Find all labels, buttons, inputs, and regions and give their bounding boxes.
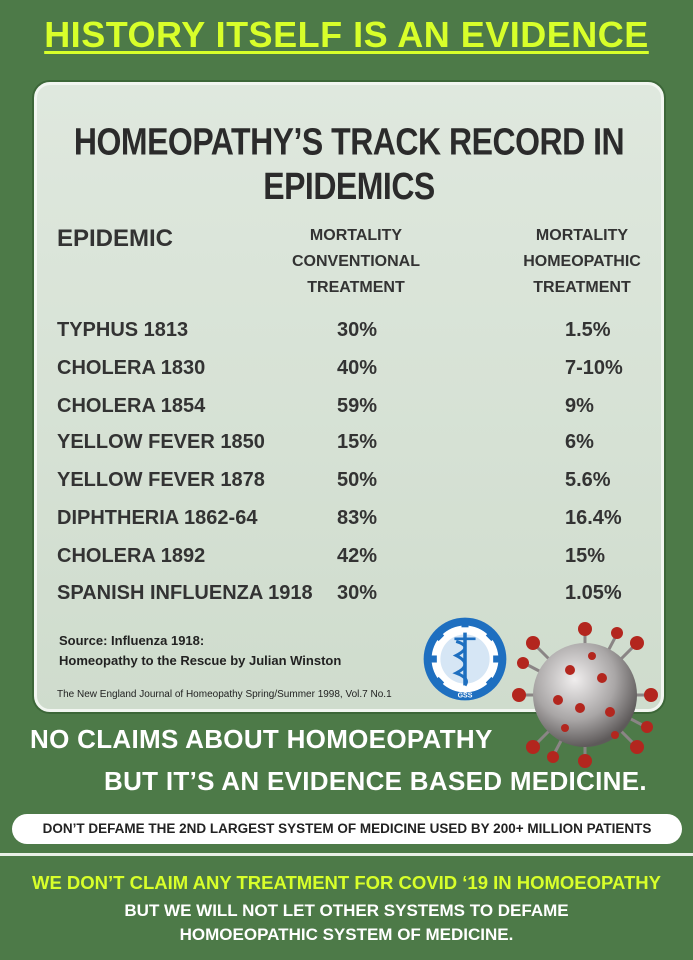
conventional-mortality: 15% bbox=[337, 431, 378, 453]
conventional-mortality: 83% bbox=[337, 507, 378, 529]
homeopathic-mortality: 6% bbox=[565, 431, 594, 453]
divider bbox=[0, 853, 693, 856]
journal-citation: The New England Journal of Homeopathy Spring/Summer 1998, Vol.7 No.1 bbox=[57, 689, 392, 700]
homeopathic-mortality: 5.6% bbox=[565, 469, 611, 491]
epidemic-name: CHOLERA 1854 bbox=[57, 395, 206, 417]
banner-title: HISTORY ITSELF IS AN EVIDENCE bbox=[44, 14, 649, 55]
card-title: HOMEOPATHY’S TRACK RECORD IN EPIDEMICS bbox=[73, 119, 625, 208]
header-line: HOMEOPATHIC bbox=[523, 253, 641, 270]
track-record-card bbox=[34, 82, 664, 712]
homeopathic-mortality: 7-10% bbox=[565, 357, 623, 379]
table-row bbox=[37, 507, 661, 543]
homeopathic-mortality: 15% bbox=[565, 545, 606, 567]
header-line: TREATMENT bbox=[533, 279, 631, 296]
epidemic-name: YELLOW FEVER 1878 bbox=[57, 469, 265, 491]
column-header-conventional bbox=[271, 223, 441, 301]
source-citation bbox=[59, 631, 341, 671]
coronavirus-icon bbox=[510, 620, 660, 770]
table-row bbox=[37, 357, 661, 393]
conventional-mortality: 50% bbox=[337, 469, 378, 491]
logo-text: GSS bbox=[457, 692, 473, 700]
medical-caduceus-logo bbox=[421, 615, 509, 703]
table-row bbox=[37, 582, 661, 618]
conventional-mortality: 42% bbox=[337, 545, 378, 567]
homeopathic-mortality: 1.5% bbox=[565, 319, 611, 341]
source-line: Homeopathy to the Rescue by Julian Winston bbox=[59, 653, 342, 668]
header-line: TREATMENT bbox=[307, 279, 405, 296]
conventional-mortality: 59% bbox=[337, 395, 378, 417]
homeopathic-mortality: 16.4% bbox=[565, 507, 622, 529]
conventional-mortality: 30% bbox=[337, 319, 378, 341]
column-header-epidemic: EPIDEMIC bbox=[57, 225, 174, 252]
source-line: Source: Influenza 1918: bbox=[59, 633, 205, 648]
homeopathic-mortality: 1.05% bbox=[565, 582, 622, 604]
table-row bbox=[37, 545, 661, 581]
epidemic-name: SPANISH INFLUENZA 1918 bbox=[57, 582, 313, 604]
table-row bbox=[37, 431, 661, 467]
bottom-line-3: HOMOEOPATHIC SYSTEM OF MEDICINE. bbox=[179, 925, 514, 944]
defame-notice: DON’T DEFAME THE 2ND LARGEST SYSTEM OF MEDICINE USED BY 200+ MILLION PATIENTS bbox=[12, 814, 682, 844]
table-row bbox=[37, 469, 661, 505]
table-row bbox=[37, 319, 661, 355]
homeopathic-mortality: 9% bbox=[565, 395, 594, 417]
bottom-line-1: WE DON’T CLAIM ANY TREATMENT FOR COVID ‘19 IN HOMOEOPATHY bbox=[31, 872, 661, 893]
epidemic-name: DIPHTHERIA 1862-64 bbox=[57, 507, 258, 529]
epidemic-name: YELLOW FEVER 1850 bbox=[57, 431, 265, 453]
claim-line-1: NO CLAIMS ABOUT HOMOEOPATHY bbox=[30, 724, 493, 754]
column-header-homeopathic bbox=[497, 223, 667, 301]
table-row bbox=[37, 395, 661, 431]
header-line: MORTALITY bbox=[309, 227, 403, 244]
epidemic-name: CHOLERA 1830 bbox=[57, 357, 206, 379]
bottom-line-2: BUT WE WILL NOT LET OTHER SYSTEMS TO DEFAME bbox=[124, 901, 569, 920]
claim-line-2: BUT IT’S AN EVIDENCE BASED MEDICINE. bbox=[104, 766, 647, 796]
epidemic-name: TYPHUS 1813 bbox=[57, 319, 189, 341]
conventional-mortality: 40% bbox=[337, 357, 378, 379]
epidemic-name: CHOLERA 1892 bbox=[57, 545, 206, 567]
conventional-mortality: 30% bbox=[337, 582, 378, 604]
header-line: CONVENTIONAL bbox=[292, 253, 420, 270]
header-line: MORTALITY bbox=[535, 227, 629, 244]
